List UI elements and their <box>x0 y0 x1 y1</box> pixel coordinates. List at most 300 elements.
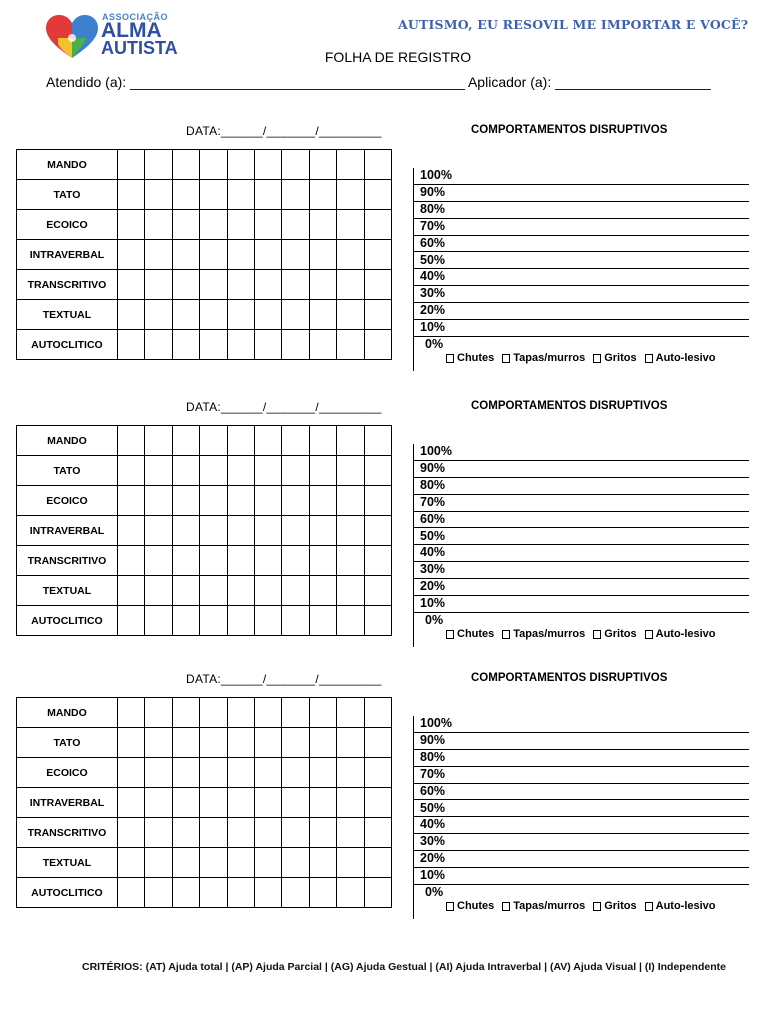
trial-cell[interactable] <box>337 210 364 240</box>
trial-cell[interactable] <box>309 456 336 486</box>
trial-cell[interactable] <box>145 330 172 360</box>
trial-cell[interactable] <box>364 698 391 728</box>
trial-cell[interactable] <box>254 210 281 240</box>
trial-cell[interactable] <box>172 240 199 270</box>
trial-cell[interactable] <box>227 330 254 360</box>
trial-cell[interactable] <box>282 576 309 606</box>
trial-cell[interactable] <box>282 330 309 360</box>
trial-cell[interactable] <box>364 576 391 606</box>
trial-cell[interactable] <box>254 758 281 788</box>
trial-cell[interactable] <box>254 330 281 360</box>
trial-cell[interactable] <box>309 848 336 878</box>
percentage-row[interactable] <box>414 461 749 478</box>
trial-cell[interactable] <box>145 728 172 758</box>
trial-cell[interactable] <box>172 426 199 456</box>
behavior-option[interactable] <box>502 900 585 912</box>
percentage-row[interactable] <box>414 750 749 767</box>
trial-cell[interactable] <box>117 698 144 728</box>
trial-cell[interactable] <box>145 486 172 516</box>
trial-cell[interactable] <box>200 788 227 818</box>
trial-cell[interactable] <box>364 728 391 758</box>
trial-cell[interactable] <box>227 758 254 788</box>
trial-cell[interactable] <box>254 456 281 486</box>
trial-cell[interactable] <box>145 698 172 728</box>
trial-cell[interactable] <box>200 758 227 788</box>
trial-cell[interactable] <box>200 606 227 636</box>
grid-row <box>17 300 392 330</box>
trial-cell[interactable] <box>200 150 227 180</box>
grid-row <box>17 426 392 456</box>
percentage-row[interactable] <box>414 834 749 851</box>
grid-row <box>17 848 392 878</box>
trial-cell[interactable] <box>172 210 199 240</box>
trial-cell[interactable] <box>364 546 391 576</box>
trial-cell[interactable] <box>227 270 254 300</box>
date-field[interactable]: DATA:______/_______/_________ <box>186 124 382 138</box>
trial-cell[interactable] <box>227 698 254 728</box>
trial-cell[interactable] <box>200 546 227 576</box>
trial-cell[interactable] <box>227 728 254 758</box>
percentage-row[interactable] <box>414 801 749 818</box>
percentage-label: 0% <box>425 337 444 351</box>
trial-cell[interactable] <box>200 210 227 240</box>
trial-cell[interactable] <box>364 848 391 878</box>
trial-cell[interactable] <box>200 456 227 486</box>
trial-cell[interactable] <box>117 330 144 360</box>
trial-cell[interactable] <box>227 516 254 546</box>
trial-cell[interactable] <box>282 728 309 758</box>
trial-cell[interactable] <box>309 486 336 516</box>
trial-cell[interactable] <box>200 818 227 848</box>
trial-cell[interactable] <box>254 878 281 908</box>
trial-cell[interactable] <box>145 456 172 486</box>
trial-cell[interactable] <box>364 456 391 486</box>
trial-cell[interactable] <box>200 848 227 878</box>
checkbox[interactable] <box>645 630 653 639</box>
trial-cell[interactable] <box>337 180 364 210</box>
trial-cell[interactable] <box>282 300 309 330</box>
trial-cell[interactable] <box>309 270 336 300</box>
trial-cell[interactable] <box>337 546 364 576</box>
trial-cell[interactable] <box>172 788 199 818</box>
behaviors-title: COMPORTAMENTOS DISRUPTIVOS <box>471 672 668 684</box>
trial-cell[interactable] <box>200 330 227 360</box>
trial-cell[interactable] <box>117 546 144 576</box>
trial-cell[interactable] <box>309 300 336 330</box>
trial-cell[interactable] <box>282 606 309 636</box>
trial-cell[interactable] <box>309 788 336 818</box>
percentage-row[interactable] <box>414 253 749 270</box>
trial-cell[interactable] <box>337 270 364 300</box>
logo-autista-text: AUTISTA <box>101 38 178 58</box>
trial-cell[interactable] <box>172 516 199 546</box>
trial-cell[interactable] <box>254 300 281 330</box>
trial-cell[interactable] <box>282 698 309 728</box>
trial-cell[interactable] <box>145 210 172 240</box>
percentage-row[interactable] <box>414 219 749 236</box>
trial-cell[interactable] <box>227 150 254 180</box>
trial-cell[interactable] <box>309 758 336 788</box>
trial-cell[interactable] <box>309 878 336 908</box>
trial-cell[interactable] <box>337 456 364 486</box>
trial-cell[interactable] <box>254 576 281 606</box>
behavior-option[interactable] <box>593 628 636 640</box>
trial-cell[interactable] <box>117 848 144 878</box>
percentage-row[interactable] <box>414 320 749 337</box>
trial-cell[interactable] <box>200 486 227 516</box>
trial-cell[interactable] <box>309 728 336 758</box>
percentage-row[interactable] <box>414 851 749 868</box>
behavior-option-label: Chutes <box>457 900 495 912</box>
trial-cell[interactable] <box>364 818 391 848</box>
checkbox[interactable] <box>446 630 454 639</box>
behavior-option[interactable] <box>502 352 585 364</box>
trial-cell[interactable] <box>254 606 281 636</box>
trial-cell[interactable] <box>254 486 281 516</box>
trial-cell[interactable] <box>200 180 227 210</box>
operant-label: INTRAVERBAL <box>17 240 118 270</box>
trial-cell[interactable] <box>117 210 144 240</box>
trial-cell[interactable] <box>337 576 364 606</box>
trial-cell[interactable] <box>117 758 144 788</box>
trial-cell[interactable] <box>364 180 391 210</box>
trial-cell[interactable] <box>145 606 172 636</box>
checkbox[interactable] <box>593 902 601 911</box>
trial-cell[interactable] <box>145 848 172 878</box>
trial-cell[interactable] <box>200 728 227 758</box>
trial-cell[interactable] <box>309 330 336 360</box>
trial-cell[interactable] <box>282 516 309 546</box>
trial-cell[interactable] <box>227 788 254 818</box>
percentage-row[interactable] <box>414 202 749 219</box>
behavior-option[interactable] <box>645 900 716 912</box>
trial-cell[interactable] <box>282 456 309 486</box>
trial-cell[interactable] <box>200 240 227 270</box>
trial-cell[interactable] <box>200 878 227 908</box>
trial-cell[interactable] <box>227 210 254 240</box>
trial-cell[interactable] <box>172 728 199 758</box>
percentage-row[interactable] <box>414 868 749 885</box>
trial-cell[interactable] <box>172 576 199 606</box>
percentage-row[interactable] <box>414 303 749 320</box>
trial-cell[interactable] <box>282 426 309 456</box>
trial-cell[interactable] <box>117 788 144 818</box>
trial-cell[interactable] <box>337 300 364 330</box>
grid-row <box>17 758 392 788</box>
trial-cell[interactable] <box>172 758 199 788</box>
percentage-row[interactable] <box>414 545 749 562</box>
trial-cell[interactable] <box>309 210 336 240</box>
trial-cell[interactable] <box>282 210 309 240</box>
percentage-label: 10% <box>420 320 446 335</box>
trial-cell[interactable] <box>200 426 227 456</box>
trial-cell[interactable] <box>282 486 309 516</box>
percentage-row[interactable] <box>414 767 749 784</box>
trial-cell[interactable] <box>282 240 309 270</box>
trial-cell[interactable] <box>227 456 254 486</box>
trial-cell[interactable] <box>145 516 172 546</box>
trial-cell[interactable] <box>145 576 172 606</box>
behavior-option[interactable] <box>645 628 716 640</box>
percentage-row[interactable] <box>414 784 749 801</box>
trial-cell[interactable] <box>200 270 227 300</box>
trial-cell[interactable] <box>282 180 309 210</box>
percentage-row[interactable] <box>414 512 749 529</box>
trial-cell[interactable] <box>337 698 364 728</box>
trial-cell[interactable] <box>254 180 281 210</box>
trial-cell[interactable] <box>337 818 364 848</box>
percentage-label: 70% <box>420 218 446 233</box>
trial-cell[interactable] <box>309 818 336 848</box>
percentage-label: 10% <box>420 596 446 611</box>
percentage-label: 40% <box>420 817 446 832</box>
checkbox[interactable] <box>502 630 510 639</box>
checkbox[interactable] <box>645 354 653 363</box>
trial-cell[interactable] <box>282 878 309 908</box>
trial-cell[interactable] <box>337 788 364 818</box>
percentage-row[interactable] <box>414 478 749 495</box>
trial-cell[interactable] <box>364 270 391 300</box>
trial-cell[interactable] <box>227 878 254 908</box>
trial-cell[interactable] <box>172 300 199 330</box>
behavior-option[interactable] <box>502 628 585 640</box>
trial-cell[interactable] <box>172 486 199 516</box>
trial-cell[interactable] <box>117 456 144 486</box>
record-block <box>0 400 768 640</box>
behavior-option[interactable] <box>446 628 494 640</box>
operant-label: TATO <box>17 456 118 486</box>
trial-cell[interactable] <box>172 456 199 486</box>
trial-cell[interactable] <box>117 180 144 210</box>
trial-cell[interactable] <box>117 270 144 300</box>
trial-cell[interactable] <box>200 698 227 728</box>
trial-cell[interactable] <box>364 606 391 636</box>
trial-cell[interactable] <box>172 546 199 576</box>
percentage-row[interactable] <box>414 236 749 253</box>
trial-cell[interactable] <box>282 848 309 878</box>
percentage-row[interactable] <box>414 596 749 613</box>
trial-cell[interactable] <box>145 270 172 300</box>
trial-cell[interactable] <box>117 576 144 606</box>
trial-cell[interactable] <box>145 878 172 908</box>
trial-cell[interactable] <box>172 330 199 360</box>
percentage-label: 60% <box>420 511 446 526</box>
trial-cell[interactable] <box>309 180 336 210</box>
operant-label: MANDO <box>17 150 118 180</box>
trial-cell[interactable] <box>337 240 364 270</box>
behavior-option[interactable] <box>446 900 494 912</box>
trial-cell[interactable] <box>254 788 281 818</box>
trial-cell[interactable] <box>309 698 336 728</box>
trial-cell[interactable] <box>364 150 391 180</box>
behavior-option-label: Chutes <box>457 628 495 640</box>
trial-cell[interactable] <box>172 180 199 210</box>
trial-cell[interactable] <box>254 546 281 576</box>
checkbox[interactable] <box>502 354 510 363</box>
behavior-option-label: Auto-lesivo <box>655 352 716 364</box>
behavior-option[interactable] <box>593 900 636 912</box>
percentage-label: 90% <box>420 732 446 747</box>
trial-cell[interactable] <box>337 758 364 788</box>
trial-cell[interactable] <box>364 486 391 516</box>
operant-label: MANDO <box>17 698 118 728</box>
percentage-row[interactable] <box>414 716 749 733</box>
percentage-row[interactable] <box>414 495 749 512</box>
trial-cell[interactable] <box>364 788 391 818</box>
trial-cell[interactable] <box>254 516 281 546</box>
grid-row <box>17 330 392 360</box>
operant-label: ECOICO <box>17 486 118 516</box>
trial-cell[interactable] <box>337 606 364 636</box>
trial-cell[interactable] <box>364 426 391 456</box>
date-field[interactable]: DATA:______/_______/_________ <box>186 672 382 686</box>
trial-cell[interactable] <box>172 270 199 300</box>
date-field[interactable]: DATA:______/_______/_________ <box>186 400 382 414</box>
trial-cell[interactable] <box>254 240 281 270</box>
trial-cell[interactable] <box>117 818 144 848</box>
trial-cell[interactable] <box>227 818 254 848</box>
trial-cell[interactable] <box>282 150 309 180</box>
trial-cell[interactable] <box>309 576 336 606</box>
trial-cell[interactable] <box>117 606 144 636</box>
trial-cell[interactable] <box>337 486 364 516</box>
trial-cell[interactable] <box>172 606 199 636</box>
trial-cell[interactable] <box>117 426 144 456</box>
trial-cell[interactable] <box>282 546 309 576</box>
trial-cell[interactable] <box>145 300 172 330</box>
trial-cell[interactable] <box>117 728 144 758</box>
checkbox[interactable] <box>593 354 601 363</box>
trial-cell[interactable] <box>282 788 309 818</box>
behavior-option[interactable] <box>593 352 636 364</box>
trial-cell[interactable] <box>309 546 336 576</box>
percentage-row[interactable] <box>414 168 749 185</box>
trial-cell[interactable] <box>337 426 364 456</box>
trial-cell[interactable] <box>200 300 227 330</box>
behavior-options <box>446 900 724 914</box>
trial-cell[interactable] <box>364 300 391 330</box>
trial-cell[interactable] <box>200 516 227 546</box>
trial-cell[interactable] <box>227 848 254 878</box>
trial-cell[interactable] <box>337 878 364 908</box>
trial-cell[interactable] <box>227 300 254 330</box>
trial-cell[interactable] <box>227 546 254 576</box>
trial-cell[interactable] <box>172 150 199 180</box>
percentage-row[interactable] <box>414 579 749 596</box>
checkbox[interactable] <box>446 902 454 911</box>
operant-label: TATO <box>17 180 118 210</box>
trial-cell[interactable] <box>117 300 144 330</box>
trial-cell[interactable] <box>364 878 391 908</box>
trial-cell[interactable] <box>117 516 144 546</box>
attended-applicator-line: Atendido (a): ___________________________________________ Aplicador (a): ____________________ <box>46 74 711 90</box>
behavior-option-label: Auto-lesivo <box>655 628 716 640</box>
trial-cell[interactable] <box>254 698 281 728</box>
operant-label: AUTOCLITICO <box>17 878 118 908</box>
trial-cell[interactable] <box>172 818 199 848</box>
percentage-label: 90% <box>420 460 446 475</box>
trial-cell[interactable] <box>364 210 391 240</box>
trial-cell[interactable] <box>145 818 172 848</box>
trial-cell[interactable] <box>145 180 172 210</box>
trial-cell[interactable] <box>117 150 144 180</box>
trial-cell[interactable] <box>337 728 364 758</box>
trial-cell[interactable] <box>227 576 254 606</box>
percentage-row[interactable] <box>414 817 749 834</box>
trial-cell[interactable] <box>172 698 199 728</box>
percentage-label: 20% <box>420 851 446 866</box>
trial-cell[interactable] <box>254 848 281 878</box>
behavior-option[interactable] <box>645 352 716 364</box>
trial-cell[interactable] <box>254 426 281 456</box>
trial-cell[interactable] <box>172 848 199 878</box>
trial-cell[interactable] <box>309 426 336 456</box>
trial-cell[interactable] <box>117 486 144 516</box>
checkbox[interactable] <box>593 630 601 639</box>
checkbox[interactable] <box>502 902 510 911</box>
trial-cell[interactable] <box>309 606 336 636</box>
trial-cell[interactable] <box>337 150 364 180</box>
behavior-option[interactable] <box>446 352 494 364</box>
trial-cell[interactable] <box>337 848 364 878</box>
trial-cell[interactable] <box>227 606 254 636</box>
trial-cell[interactable] <box>227 180 254 210</box>
trial-cell[interactable] <box>172 878 199 908</box>
checkbox[interactable] <box>645 902 653 911</box>
grid-row <box>17 210 392 240</box>
trial-cell[interactable] <box>145 240 172 270</box>
percentage-row[interactable] <box>414 733 749 750</box>
trial-cell[interactable] <box>309 150 336 180</box>
checkbox[interactable] <box>446 354 454 363</box>
trial-cell[interactable] <box>364 758 391 788</box>
trial-cell[interactable] <box>254 728 281 758</box>
trial-cell[interactable] <box>227 426 254 456</box>
percentage-row[interactable] <box>414 562 749 579</box>
trial-cell[interactable] <box>145 788 172 818</box>
percentage-row[interactable] <box>414 444 749 461</box>
operant-label: MANDO <box>17 426 118 456</box>
trial-cell[interactable] <box>364 330 391 360</box>
trial-cell[interactable] <box>254 818 281 848</box>
trial-cell[interactable] <box>282 818 309 848</box>
behavior-option-label: Auto-lesivo <box>655 900 716 912</box>
trial-cell[interactable] <box>117 878 144 908</box>
trial-cell[interactable] <box>145 546 172 576</box>
trial-cell[interactable] <box>117 240 144 270</box>
trial-cell[interactable] <box>282 270 309 300</box>
trial-cell[interactable] <box>227 486 254 516</box>
trial-cell[interactable] <box>364 240 391 270</box>
trial-cell[interactable] <box>227 240 254 270</box>
trial-cell[interactable] <box>200 576 227 606</box>
trial-cell[interactable] <box>145 426 172 456</box>
trial-cell[interactable] <box>254 150 281 180</box>
trial-cell[interactable] <box>145 758 172 788</box>
trial-cell[interactable] <box>309 240 336 270</box>
trial-cell[interactable] <box>254 270 281 300</box>
percentage-row[interactable] <box>414 286 749 303</box>
trial-cell[interactable] <box>337 330 364 360</box>
trial-cell[interactable] <box>145 150 172 180</box>
trial-cell[interactable] <box>309 516 336 546</box>
trial-cell[interactable] <box>364 516 391 546</box>
trial-cell[interactable] <box>282 758 309 788</box>
percentage-row[interactable] <box>414 185 749 202</box>
percentage-row[interactable] <box>414 529 749 546</box>
percentage-row[interactable] <box>414 269 749 286</box>
trial-cell[interactable] <box>337 516 364 546</box>
